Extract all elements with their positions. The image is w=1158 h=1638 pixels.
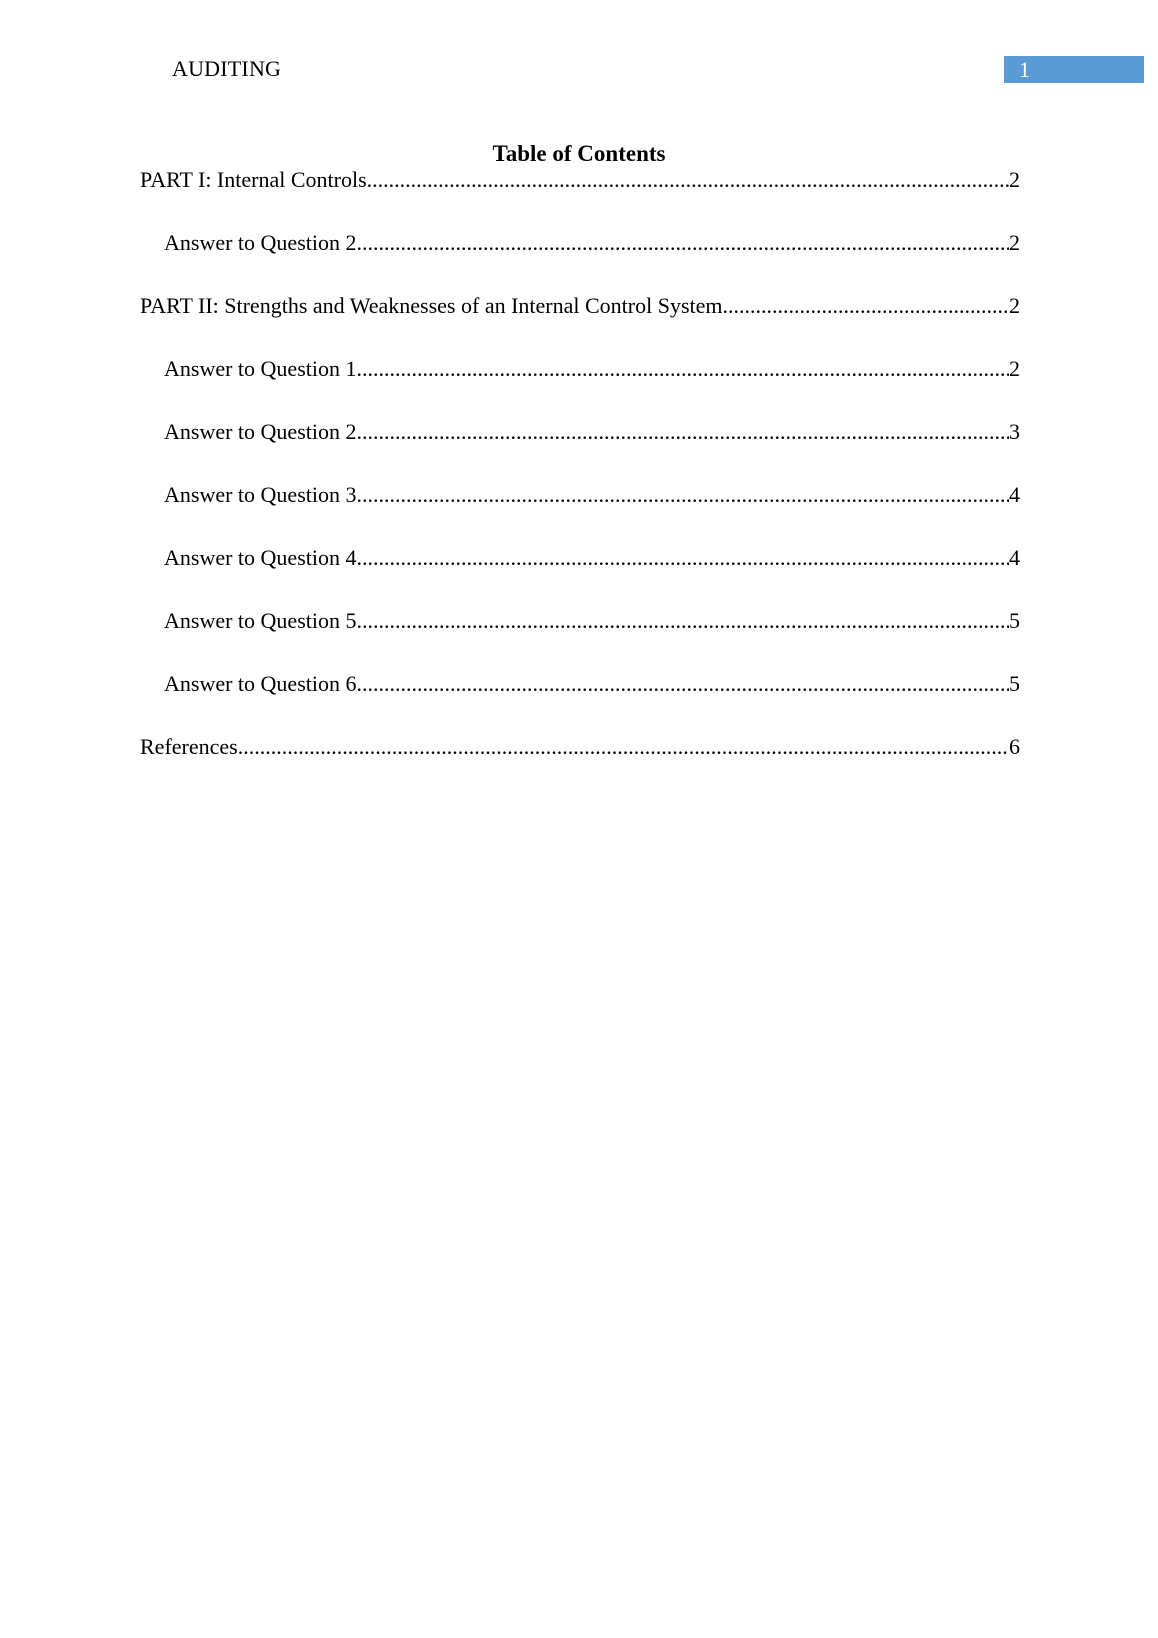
toc-entry-page: 2 — [1009, 356, 1020, 381]
toc-entry-label: PART II: Strengths and Weaknesses of an Internal Control System — [140, 293, 723, 318]
page-number-box — [1004, 56, 1144, 83]
toc-entry-page: 6 — [1009, 734, 1020, 759]
toc-dot-leader — [367, 166, 1009, 194]
toc-entry-label: References — [140, 734, 238, 759]
toc-title: Table of Contents — [492, 141, 666, 166]
toc-dot-leader — [723, 292, 1010, 320]
toc-dot-leader — [356, 544, 1009, 572]
toc-entry-label: Answer to Question 3 — [164, 482, 357, 507]
toc-entry-label: Answer to Question 2 — [164, 230, 357, 255]
toc-entry-references[interactable] — [140, 733, 1020, 761]
toc-entry-part-2-question-2[interactable] — [164, 418, 1020, 446]
toc-entry-page: 2 — [1009, 230, 1020, 255]
toc-entry-part-2-question-1[interactable] — [164, 355, 1020, 383]
toc-entry-label: Answer to Question 2 — [164, 419, 357, 444]
toc-entry-part-2[interactable] — [140, 292, 1020, 320]
toc-dot-leader — [356, 229, 1009, 257]
toc-entry-label: Answer to Question 5 — [164, 608, 357, 633]
toc-dot-leader — [356, 481, 1009, 509]
toc-entry-part-2-question-4[interactable] — [164, 544, 1020, 572]
toc-entry-label: Answer to Question 6 — [164, 671, 357, 696]
running-header-title: AUDITING — [172, 56, 282, 81]
toc-entry-label: Answer to Question 1 — [164, 356, 357, 381]
toc-dot-leader — [356, 607, 1009, 635]
toc-entry-page: 2 — [1009, 293, 1020, 318]
toc-entry-page: 4 — [1009, 545, 1020, 570]
toc-dot-leader — [238, 733, 1009, 761]
toc-dot-leader — [356, 355, 1009, 383]
page-number: 1 — [1019, 57, 1030, 82]
toc-entry-part-1[interactable] — [140, 166, 1020, 194]
toc-entry-label: PART I: Internal Controls — [140, 167, 367, 192]
toc-entry-part-2-question-6[interactable] — [164, 670, 1020, 698]
toc-entry-part-1-question-2[interactable] — [164, 229, 1020, 257]
toc-entry-part-2-question-3[interactable] — [164, 481, 1020, 509]
toc-entry-part-2-question-5[interactable] — [164, 607, 1020, 635]
toc-entry-page: 4 — [1009, 482, 1020, 507]
toc-entry-page: 5 — [1009, 671, 1020, 696]
toc-entry-page: 2 — [1009, 167, 1020, 192]
toc-dot-leader — [356, 418, 1009, 446]
toc-entry-page: 3 — [1009, 419, 1020, 444]
toc-entry-label: Answer to Question 4 — [164, 545, 357, 570]
toc-dot-leader — [356, 670, 1009, 698]
toc-entry-page: 5 — [1009, 608, 1020, 633]
